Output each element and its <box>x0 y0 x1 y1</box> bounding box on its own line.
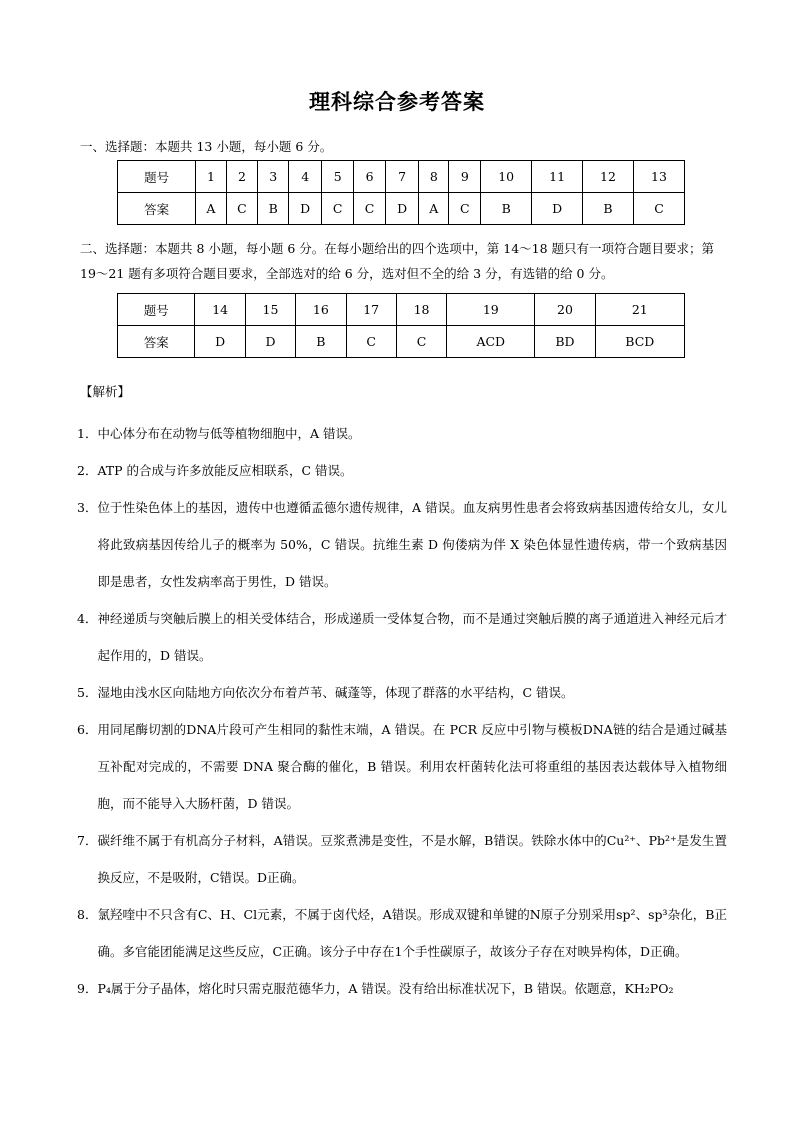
answer-cell: C <box>449 193 481 225</box>
table-row <box>118 294 685 326</box>
answer-cell: D <box>195 326 245 358</box>
item-number: 7． <box>77 833 98 848</box>
item-number: 9． <box>77 981 98 996</box>
answer-cell: D <box>289 193 322 225</box>
header-label-cell: 题号 <box>118 294 195 326</box>
question-number-cell: 19 <box>447 294 535 326</box>
item-text: ATP 的合成与许多放能反应相联系，C 错误。 <box>97 463 353 478</box>
question-number-cell: 6 <box>354 161 386 193</box>
question-number-cell: 21 <box>595 294 684 326</box>
question-number-cell: 18 <box>396 294 446 326</box>
item-text: 神经递质与突触后膜上的相关受体结合，形成递质一受体复合物，而不是通过突触后膜的离子通道进入神经元后才起作用的，D 错误。 <box>97 611 727 663</box>
answer-cell: B <box>481 193 532 225</box>
answer-cell: ACD <box>447 326 535 358</box>
answer-cell: D <box>385 193 418 225</box>
question-number-cell: 14 <box>195 294 245 326</box>
list-item <box>77 415 727 452</box>
question-number-cell: 4 <box>289 161 322 193</box>
item-text: 湿地由浅水区向陆地方向依次分布着芦苇、碱蓬等，体现了群落的水平结构，C 错误。 <box>97 685 574 700</box>
answer-cell: C <box>226 193 258 225</box>
item-number: 5． <box>77 685 98 700</box>
answer-label-cell: 答案 <box>118 193 196 225</box>
section2-answer-table <box>117 293 685 358</box>
answer-cell: D <box>532 193 583 225</box>
item-number: 4． <box>77 611 98 626</box>
question-number-cell: 15 <box>245 294 295 326</box>
question-number-cell: 16 <box>296 294 346 326</box>
item-text: 位于性染色体上的基因，遗传中也遵循孟德尔遗传规律，A 错误。血友病男性患者会将致病基因遗传给女儿，女儿将此致病基因传给儿子的概率为 50%，C 错误。抗维生素 D 佝偻病为伴 X 染色体显性遗传病，带一个致病基因即是患者，女性发病率高于男性，D 错误。 <box>97 500 727 589</box>
table-row <box>118 193 685 225</box>
item-text: 氯羟喹中不只含有C、H、Cl元素，不属于卤代烃，A错误。形成双键和单键的N原子分别采用sp²、sp³杂化，B正确。多官能团能满足这些反应，C正确。该分子中存在1个手性碳原子，故该分子存在对映异构体，D正确。 <box>97 907 727 959</box>
answer-cell: C <box>322 193 354 225</box>
answer-cell: A <box>419 193 449 225</box>
item-number: 2． <box>77 463 98 478</box>
item-text: 用同尾酶切割的DNA片段可产生相同的黏性末端，A 错误。在 PCR 反应中引物与模板DNA链的结合是通过碱基互补配对完成的，不需要 DNA 聚合酶的催化，B 错误。利用农杆菌转化法可将重组的基因表达载体导入植物细胞，而不能导入大肠杆菌，D 错误。 <box>97 722 727 811</box>
analysis-heading: 【解析】 <box>80 384 131 399</box>
question-number-cell: 20 <box>535 294 595 326</box>
question-number-cell: 7 <box>385 161 418 193</box>
answer-cell: C <box>354 193 386 225</box>
question-number-cell: 8 <box>419 161 449 193</box>
question-number-cell: 11 <box>532 161 583 193</box>
question-number-cell: 1 <box>196 161 226 193</box>
answer-cell: A <box>196 193 226 225</box>
question-number-cell: 9 <box>449 161 481 193</box>
answer-cell: B <box>583 193 634 225</box>
item-number: 6． <box>77 722 98 737</box>
question-number-cell: 3 <box>258 161 289 193</box>
answer-cell: C <box>396 326 446 358</box>
table-row <box>118 326 685 358</box>
analysis-list <box>77 415 727 1007</box>
question-number-cell: 13 <box>633 161 684 193</box>
header-label-cell: 题号 <box>118 161 196 193</box>
answer-cell: B <box>258 193 289 225</box>
list-item <box>77 452 727 489</box>
answer-label-cell: 答案 <box>118 326 195 358</box>
item-text: 中心体分布在动物与低等植物细胞中，A 错误。 <box>97 426 361 441</box>
answer-cell: B <box>296 326 346 358</box>
list-item <box>77 896 727 970</box>
question-number-cell: 12 <box>583 161 634 193</box>
item-number: 3． <box>77 500 98 515</box>
question-number-cell: 17 <box>346 294 396 326</box>
list-item <box>77 674 727 711</box>
question-number-cell: 10 <box>481 161 532 193</box>
answer-cell: BCD <box>595 326 684 358</box>
question-number-cell: 5 <box>322 161 354 193</box>
list-item <box>77 970 727 1007</box>
question-number-cell: 2 <box>226 161 258 193</box>
section2-intro: 二、选择题：本题共 8 小题，每小题 6 分。在每小题给出的四个选项中，第 14～18 题只有一项符合题目要求；第 19～21 题有多项符合题目要求，全部选对的给 6 分，选对但不全的给 3 分，有选错的给 0 分。 <box>80 241 715 281</box>
list-item <box>77 600 727 674</box>
item-number: 8． <box>77 907 98 922</box>
answer-cell: C <box>346 326 396 358</box>
list-item <box>77 822 727 896</box>
section1-intro: 一、选择题：本题共 13 小题，每小题 6 分。 <box>80 139 333 154</box>
page-title: 理科综合参考答案 <box>309 90 485 114</box>
item-text: 碳纤维不属于有机高分子材料，A错误。豆浆煮沸是变性，不是水解，B错误。铁除水体中的Cu²⁺、Pb²⁺是发生置换反应，不是吸附，C错误。D正确。 <box>97 833 727 885</box>
answer-cell: BD <box>535 326 595 358</box>
list-item <box>77 489 727 600</box>
table-row <box>118 161 685 193</box>
answer-cell: D <box>245 326 295 358</box>
list-item <box>77 711 727 822</box>
answer-cell: C <box>633 193 684 225</box>
item-number: 1． <box>77 426 98 441</box>
section1-answer-table <box>117 160 685 225</box>
item-text: P₄属于分子晶体，熔化时只需克服范德华力，A 错误。没有给出标准状况下，B 错误。依题意，KH₂PO₂ <box>97 981 674 996</box>
